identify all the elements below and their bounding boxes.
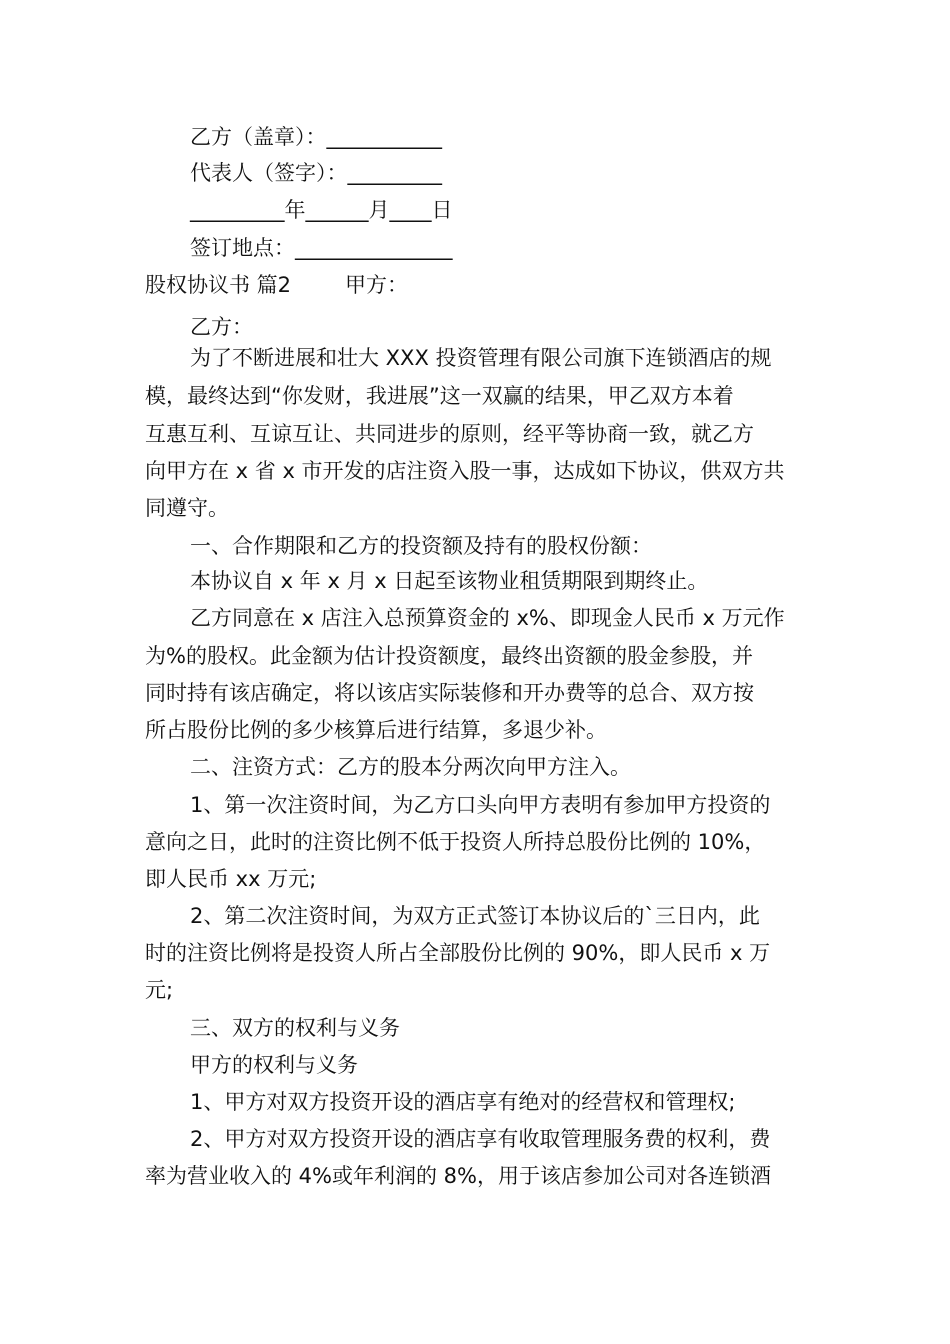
body-line: 2、甲方对双方投资开设的酒店享有收取管理服务费的权利，费	[190, 1127, 771, 1151]
sub-heading: 甲方的权利与义务	[190, 1053, 358, 1077]
body-line: 为%的股权。此金额为估计投资额度，最终出资额的股金参股，并	[145, 644, 753, 668]
date-line: _________年______月____日	[190, 198, 453, 222]
body-line: 同遵守。	[145, 496, 229, 520]
clause-heading: 二、注资方式：乙方的股本分两次向甲方注入。	[190, 755, 631, 779]
body-line: 1、第一次注资时间，为乙方口头向甲方表明有参加甲方投资的	[190, 793, 771, 817]
body-line: 本协议自 x 年 x 月 x 日起至该物业租赁期限到期终止。	[190, 569, 709, 593]
section-heading: 股权协议书 篇2	[145, 273, 292, 297]
body-line: 所占股份比例的多少核算后进行结算，多退少补。	[145, 718, 607, 742]
body-line: 率为营业收入的 4%或年利润的 8%，用于该店参加公司对各连锁酒	[145, 1164, 771, 1188]
clause-heading: 三、双方的权利与义务	[190, 1016, 400, 1040]
body-line: 同时持有该店确定，将以该店实际装修和开办费等的总合、双方按	[145, 681, 754, 705]
body-line: 元;	[145, 978, 174, 1002]
representative-sign-line: 代表人（签字）：_________	[190, 161, 442, 185]
clause-heading: 一、合作期限和乙方的投资额及持有的股权份额：	[190, 534, 652, 558]
body-line: 即人民币 xx 万元;	[145, 867, 317, 891]
party-a-label: 甲方：	[345, 273, 408, 297]
sign-location-line: 签订地点：_______________	[190, 236, 453, 260]
body-line: 乙方同意在 x 店注入总预算资金的 x%、即现金人民币 x 万元作	[190, 606, 785, 630]
party-b-label: 乙方：	[190, 315, 253, 339]
body-line: 模，最终达到“你发财，我进展”这一双赢的结果，甲乙双方本着	[145, 384, 734, 408]
body-line: 为了不断进展和壮大 XXX 投资管理有限公司旗下连锁酒店的规	[190, 346, 772, 370]
body-line: 向甲方在 x 省 x 市开发的店注资入股一事，达成如下协议，供双方共	[145, 459, 785, 483]
body-line: 互惠互利、互谅互让、共同进步的原则，经平等协商一致，就乙方	[145, 422, 754, 446]
body-line: 1、甲方对双方投资开设的酒店享有绝对的经营权和管理权;	[190, 1090, 736, 1114]
body-line: 意向之日，此时的注资比例不低于投资人所持总股份比例的 10%，	[145, 830, 766, 854]
body-line: 2、第二次注资时间，为双方正式签订本协议后的`三日内，此	[190, 904, 760, 928]
body-line: 时的注资比例将是投资人所占全部股份比例的 90%，即人民币 x 万	[145, 941, 771, 965]
party-b-seal-line: 乙方（盖章）：___________	[190, 125, 442, 149]
